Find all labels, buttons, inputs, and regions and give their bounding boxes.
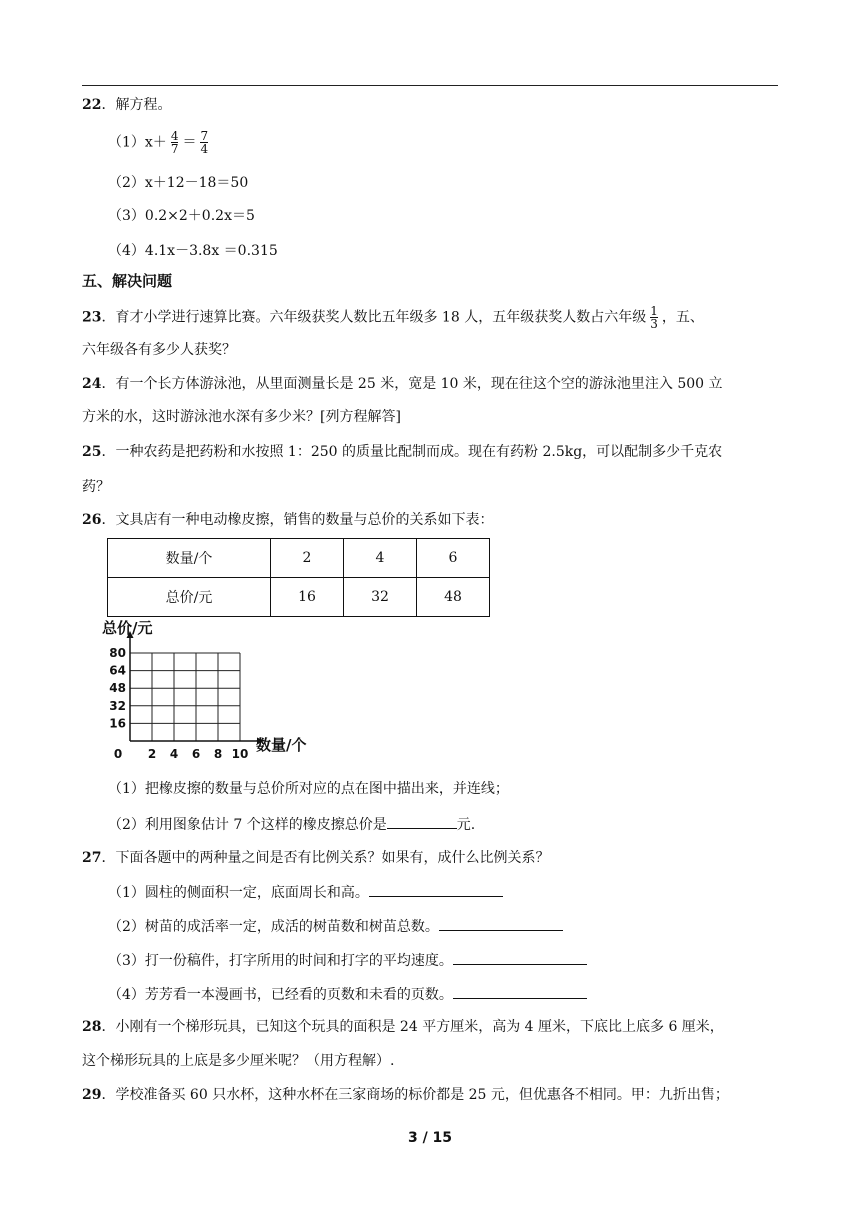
question-number: 28 — [82, 1019, 102, 1035]
table-row — [108, 539, 490, 578]
question-text: ．下面各题中的两种量之间是否有比例关系？如果有，成什么比例关系？ — [101, 850, 550, 866]
fraction — [200, 130, 208, 155]
denominator: 3 — [650, 317, 658, 331]
answer-blank[interactable] — [369, 882, 503, 897]
answer-blank[interactable] — [439, 916, 563, 931]
answer-blank[interactable] — [453, 950, 587, 965]
question-25 — [82, 443, 722, 461]
question-text-tail: ，五、 — [661, 309, 704, 326]
question-22 — [82, 96, 171, 114]
equation-1 — [108, 130, 212, 155]
question-number: 24 — [82, 376, 102, 392]
equals-sign: ＝ — [182, 134, 197, 151]
question-text: ．文具店有一种电动橡皮擦，销售的数量与总价的关系如下表： — [101, 512, 494, 528]
denominator: 7 — [170, 142, 179, 156]
x-tick-label: 8 — [213, 747, 223, 761]
numerator: 4 — [170, 129, 179, 143]
question-26 — [82, 511, 493, 529]
x-tick-label: 6 — [191, 747, 201, 761]
price-table — [107, 538, 490, 617]
question-number: 23 — [82, 309, 102, 326]
table-row — [108, 578, 490, 617]
page-number: 3 / 15 — [407, 1130, 453, 1146]
question-27 — [82, 849, 549, 867]
table-cell: 4 — [344, 539, 417, 578]
question-text: ．小刚有一个梯形玩具，已知这个玩具的面积是 24 平方厘米，高为 4 厘米，下底比上底多 6 厘米， — [101, 1019, 724, 1035]
table-cell: 2 — [271, 539, 344, 578]
question-25-line2: 药？ — [82, 479, 110, 495]
numerator: 1 — [650, 304, 658, 318]
question-28-line2: 这个梯形玩具的上底是多少厘米呢？（用方程解）. — [82, 1053, 395, 1069]
question-27-sub2 — [108, 916, 563, 936]
question-26-sub1: （1）把橡皮擦的数量与总价所对应的点在图中描出来，并连线； — [108, 781, 509, 797]
question-text: ．学校准备买 60 只水杯，这种水杯在三家商场的标价都是 25 元，但优惠各不相同。甲：九折出售； — [101, 1087, 729, 1103]
question-number: 29 — [82, 1087, 102, 1103]
question-text: （1）圆柱的侧面积一定，底面周长和高。 — [108, 885, 369, 901]
y-tick-label: 16 — [109, 716, 126, 731]
question-23 — [82, 305, 704, 330]
question-number: 25 — [82, 444, 102, 460]
denominator: 4 — [200, 142, 209, 156]
fraction — [171, 130, 179, 155]
question-text: ．育才小学进行速算比赛。六年级获奖人数比五年级多 18 人，五年级获奖人数占六年级 — [101, 309, 647, 326]
x-axis-label: 数量/个 — [256, 736, 307, 754]
question-text: ．一种农药是把药粉和水按照 1：250 的质量比配制而成。现在有药粉 2.5kg，可以配制多少千克农 — [101, 444, 723, 460]
table-cell: 16 — [271, 578, 344, 617]
question-27-sub4 — [108, 984, 587, 1004]
question-text: （3）打一份稿件，打字所用的时间和打字的平均速度。 — [108, 953, 453, 969]
question-29 — [82, 1086, 729, 1104]
question-24 — [82, 375, 723, 393]
question-number: 27 — [82, 850, 102, 866]
question-text: ．解方程。 — [101, 97, 172, 113]
section-heading: 五、解决问题 — [82, 272, 173, 290]
question-number: 26 — [82, 512, 102, 528]
table-cell: 总价/元 — [108, 578, 271, 617]
y-tick-label: 80 — [109, 646, 126, 660]
question-text: （4）芳芳看一本漫画书，已经看的页数和未看的页数。 — [108, 987, 453, 1003]
numerator: 7 — [200, 129, 209, 143]
fraction — [650, 305, 658, 330]
header-rule — [82, 85, 778, 86]
question-26-sub2 — [108, 814, 475, 834]
question-28 — [82, 1018, 724, 1036]
x-tick-label: 4 — [169, 747, 179, 761]
x-tick-label: 2 — [147, 747, 157, 761]
y-axis-label: 总价/元 — [102, 619, 153, 637]
question-23-line2: 六年级各有多少人获奖？ — [82, 342, 236, 358]
question-number: 22 — [82, 97, 102, 113]
coordinate-grid-chart — [100, 616, 320, 768]
question-text: （2）树苗的成活率一定，成活的树苗数和树苗总数。 — [108, 919, 439, 935]
question-27-sub3 — [108, 950, 587, 970]
table-cell: 数量/个 — [108, 539, 271, 578]
question-text: ．有一个长方体游泳池，从里面测量长是 25 米，宽是 10 米，现在往这个空的游泳池里注入 500 立 — [101, 376, 723, 392]
y-tick-label: 48 — [109, 681, 126, 696]
y-tick-label: 32 — [109, 698, 126, 713]
question-text-tail: 元. — [456, 817, 476, 833]
answer-blank[interactable] — [453, 984, 587, 999]
equation-prefix: （1）x＋ — [108, 134, 167, 151]
x-tick-label: 10 — [231, 747, 249, 761]
question-27-sub1 — [108, 882, 503, 902]
question-text: （2）利用图象估计 7 个这样的橡皮擦总价是 — [108, 817, 387, 833]
equation-4: （4）4.1x－3.8x ＝0.315 — [108, 243, 278, 259]
table-cell: 6 — [417, 539, 490, 578]
y-tick-label: 64 — [109, 663, 126, 678]
answer-blank[interactable] — [387, 814, 457, 829]
table-cell: 48 — [417, 578, 490, 617]
x-tick-label: 0 — [113, 747, 123, 761]
question-24-line2: 方米的水，这时游泳池水深有多少米？[列方程解答] — [82, 409, 401, 425]
equation-2: （2）x＋12－18＝50 — [108, 175, 249, 191]
equation-3: （3）0.2×2＋0.2x＝5 — [108, 208, 255, 224]
table-cell: 32 — [344, 578, 417, 617]
